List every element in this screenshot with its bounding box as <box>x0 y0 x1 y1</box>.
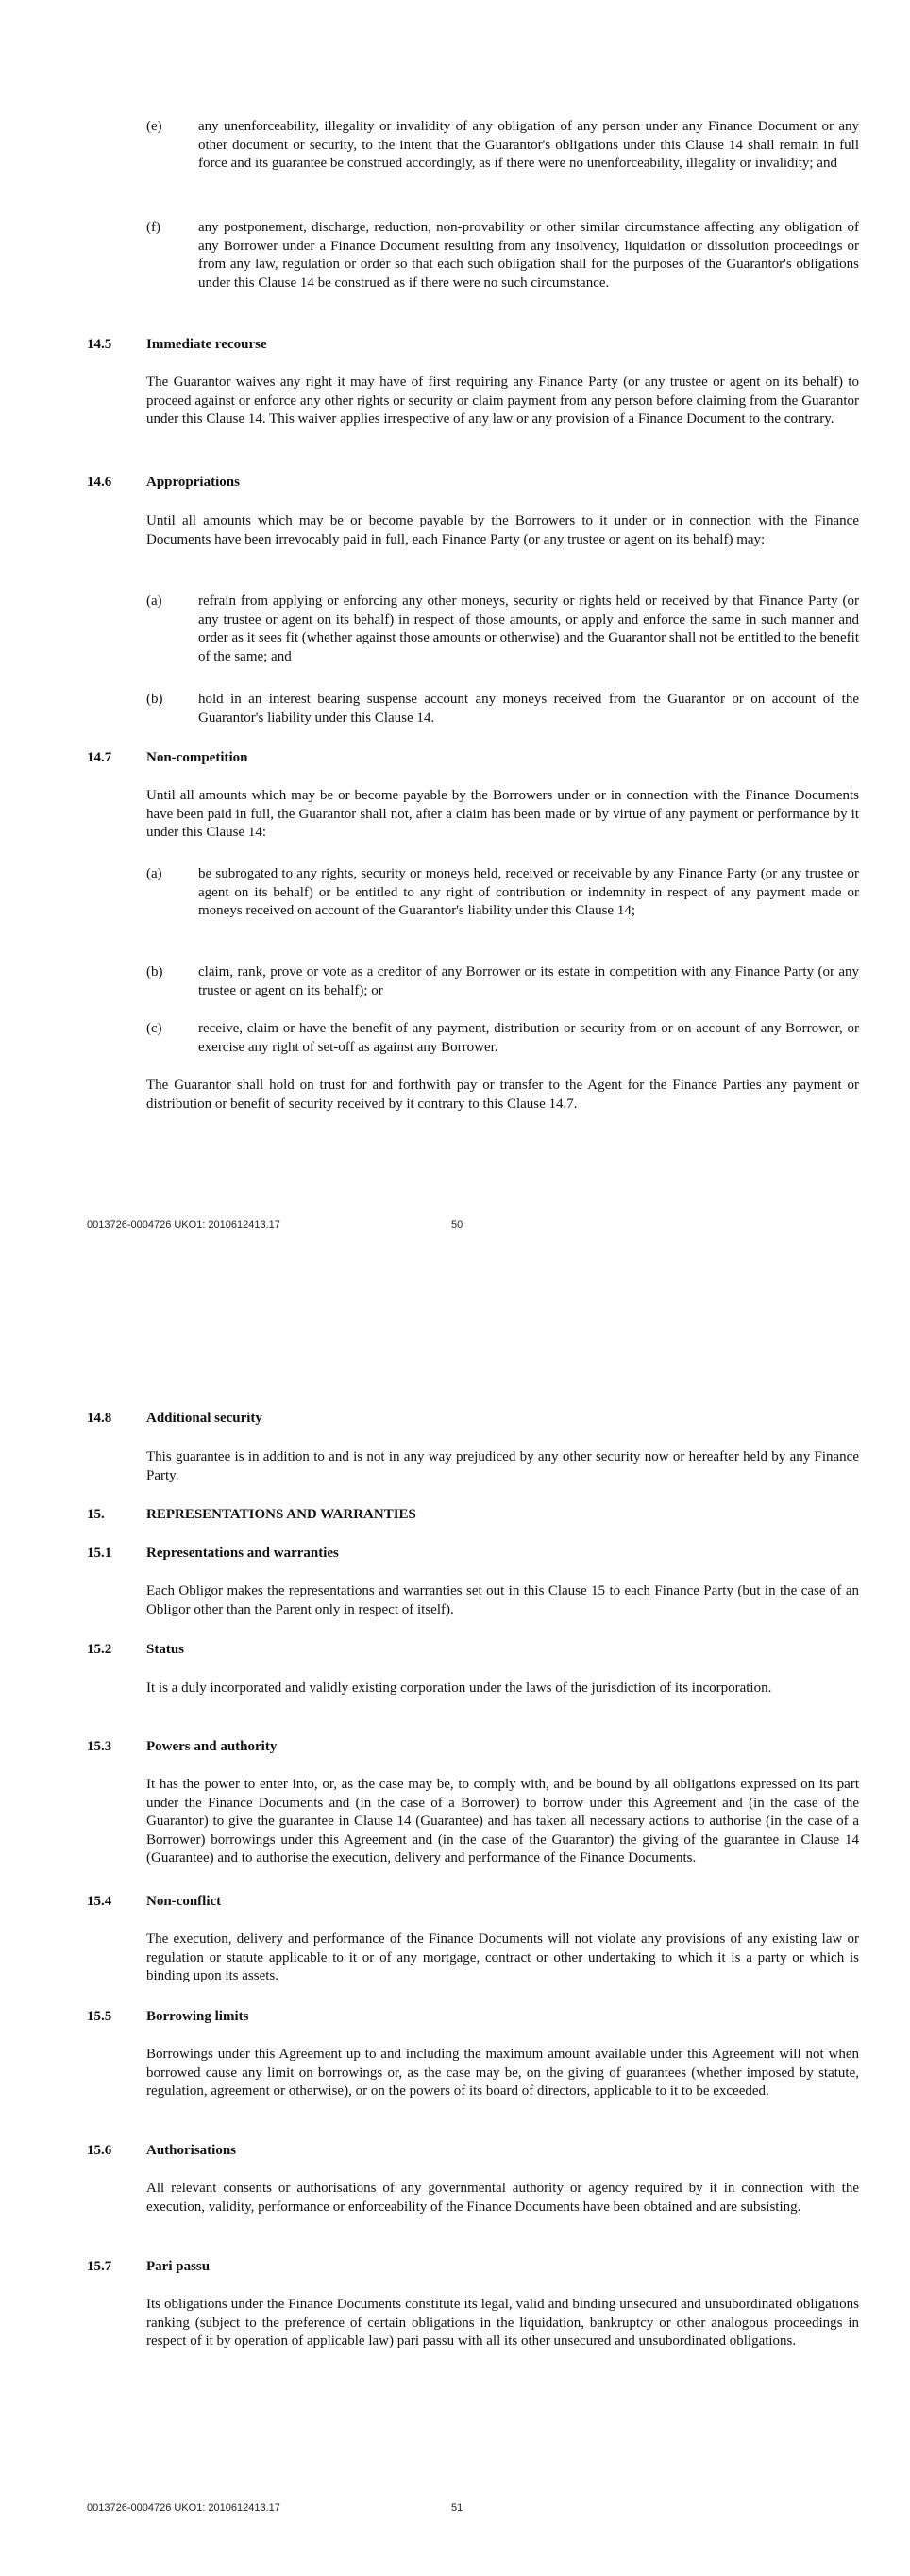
section-number: 15.7 <box>87 2259 112 2274</box>
section-body: Borrowings under this Agreement up to and including the maximum amount available under this Agreement will not when borrowed cause any limit on borrowings or, as the case may be, on the giving of guarantees (whether imposed by statute, regulation, agreement or otherwise), or on the powers of its board of directors, applicable to it to be exceeded. <box>146 2047 859 2099</box>
section-number: 14.7 <box>87 750 112 765</box>
list-item-label: (b) <box>146 692 163 707</box>
section-heading: Appropriations <box>146 475 240 490</box>
section-number: 14.5 <box>87 337 112 352</box>
footer-document-reference: 0013726-0004726 UKO1: 2010612413.17 <box>87 2502 280 2514</box>
list-item-label: (e) <box>146 119 162 134</box>
section-number: 14.8 <box>87 1411 112 1426</box>
section-body: It is a duly incorporated and validly existing corporation under the laws of the jurisdiction of its incorporation. <box>146 1681 772 1696</box>
section-number: 15.5 <box>87 2009 112 2024</box>
section-heading: Additional security <box>146 1411 262 1426</box>
section-closing: The Guarantor shall hold on trust for and forthwith pay or transfer to the Agent for the Finance Parties any payment or distribution or benefit of security received by it contrary to this Clause 14.7. <box>146 1078 859 1112</box>
list-item-text: receive, claim or have the benefit of any payment, distribution or security from or on account of any Borrower, or exercise any right of set-off as against any Borrower. <box>198 1021 859 1055</box>
section-number: 15.2 <box>87 1642 112 1657</box>
section-heading: Pari passu <box>146 2259 211 2274</box>
section-number: 14.6 <box>87 475 112 490</box>
section-heading: Authorisations <box>146 2143 237 2158</box>
section-number: 15.3 <box>87 1739 112 1754</box>
list-item-text: claim, rank, prove or vote as a creditor of any Borrower or its estate in competition with any Finance Party (or any trustee or agent on its behalf); or <box>198 964 859 998</box>
section-number: 15.4 <box>87 1894 112 1909</box>
section-heading: Representations and warranties <box>146 1546 339 1561</box>
section-body: This guarantee is in addition to and is not in any way prejudiced by any other security now or hereafter held by any Finance Party. <box>146 1449 859 1483</box>
footer-page-number: 51 <box>451 2502 463 2514</box>
section-heading: Status <box>146 1642 185 1657</box>
section-number: 15.6 <box>87 2143 112 2158</box>
list-item-label: (f) <box>146 220 160 235</box>
document-page-50 <box>0 0 910 1274</box>
section-heading: Borrowing limits <box>146 2009 249 2024</box>
section-body: The Guarantor waives any right it may have of first requiring any Finance Party (or any trustee or agent on its behalf) to proceed against or enforce any other rights or security or claim payment from any person before claiming from the Guarantor under this Clause 14. This waiver applies irrespective of any law or any provision of a Finance Document to the contrary. <box>146 375 859 427</box>
section-body: Until all amounts which may be or become payable by the Borrowers under or in connection with the Finance Documents have been paid in full, the Guarantor shall not, after a claim has been made or by virtue of any payment or performance by it under this Clause 14: <box>146 788 859 840</box>
list-item-label: (a) <box>146 866 162 881</box>
section-number: 15.1 <box>87 1546 112 1561</box>
list-item-text: be subrogated to any rights, security or moneys held, received or receivable by any Finance Party (or any trustee or agent on its behalf) or be entitled to any right of contribution or indemnity in respect of any payment made or moneys received on account of the Guarantor's liability under this Clause 14; <box>198 866 859 918</box>
section-heading: Non-competition <box>146 750 248 765</box>
section-body: All relevant consents or authorisations of any governmental authority or agency required by it in connection with the execution, validity, performance or enforceability of the Finance Documents have been obtained and are subsisting. <box>146 2181 859 2215</box>
footer-document-reference: 0013726-0004726 UKO1: 2010612413.17 <box>87 1219 280 1230</box>
section-body: The execution, delivery and performance of the Finance Documents will not violate any provisions of any existing law or regulation or statute applicable to it or of any mortgage, contract or other undertaking to which it is a party or which is binding upon its assets. <box>146 1932 859 1983</box>
list-item-text: refrain from applying or enforcing any other moneys, security or rights held or received by that Finance Party (or any trustee or agent on its behalf) in respect of those amounts, or apply and enforce the same in such manner and order as it sees fit (whether against those amounts or otherwise) and the Guarantor shall not be entitled to the benefit of the same; and <box>198 594 859 664</box>
section-body: It has the power to enter into, or, as the case may be, to comply with, and be bound by all obligations expressed on its part under the Finance Documents and (in the case of a Borrower) to borrow under this Agreement and (in the case of the Guarantor) to give the guarantee in Clause 14 (Guarantee) and has taken all necessary actions to authorise (in the case of a Borrower) borrowings under this Agreement and (in the case of the Guarantor) the giving of the guarantee in Clause 14 (Guarantee) and to authorise the execution, delivery and performance of the Finance Documents. <box>146 1777 859 1865</box>
list-item-label: (c) <box>146 1021 162 1036</box>
list-item-text: hold in an interest bearing suspense account any moneys received from the Guarantor or on account of the Guarantor's liability under this Clause 14. <box>198 692 859 726</box>
section-heading: Non-conflict <box>146 1894 222 1909</box>
section-body: Each Obligor makes the representations and warranties set out in this Clause 15 to each Finance Party (but in the case of an Obligor other than the Parent only in respect of itself). <box>146 1583 859 1617</box>
clause-heading: REPRESENTATIONS AND WARRANTIES <box>146 1507 416 1522</box>
footer-page-number: 50 <box>451 1219 463 1230</box>
list-item-label: (a) <box>146 594 162 609</box>
section-number: 15. <box>87 1507 105 1522</box>
document-page-51 <box>0 1274 910 2576</box>
list-item-text: any postponement, discharge, reduction, non-provability or other similar circumstance affecting any obligation of any Borrower under a Finance Document resulting from any insolvency, liquidation or dissolution proceedings or from any law, regulation or order so that each such obligation shall for the purposes of the Guarantor's obligations under this Clause 14 be construed as if there were no such circumstance. <box>198 220 859 291</box>
section-body: Until all amounts which may be or become payable by the Borrowers to it under or in connection with the Finance Documents have been irrevocably paid in full, each Finance Party (or any trustee or agent on its behalf) may: <box>146 513 859 547</box>
list-item-label: (b) <box>146 964 163 979</box>
section-heading: Immediate recourse <box>146 337 267 352</box>
section-heading: Powers and authority <box>146 1739 278 1754</box>
section-body: Its obligations under the Finance Documents constitute its legal, valid and binding unsecured and unsubordinated obligations ranking (subject to the preference of certain obligations in the liquidation, bankruptcy or other analogous proceedings in respect of it by operation of applicable law) pari passu with all its other unsecured and unsubordinated obligations. <box>146 2297 859 2349</box>
list-item-text: any unenforceability, illegality or invalidity of any obligation of any person under any Finance Document or any other document or security, to the intent that the Guarantor's obligations under this Clause 14 shall remain in full force and its guarantee be construed accordingly, as if there were no unenforceability, illegality or invalidity; and <box>198 119 859 171</box>
